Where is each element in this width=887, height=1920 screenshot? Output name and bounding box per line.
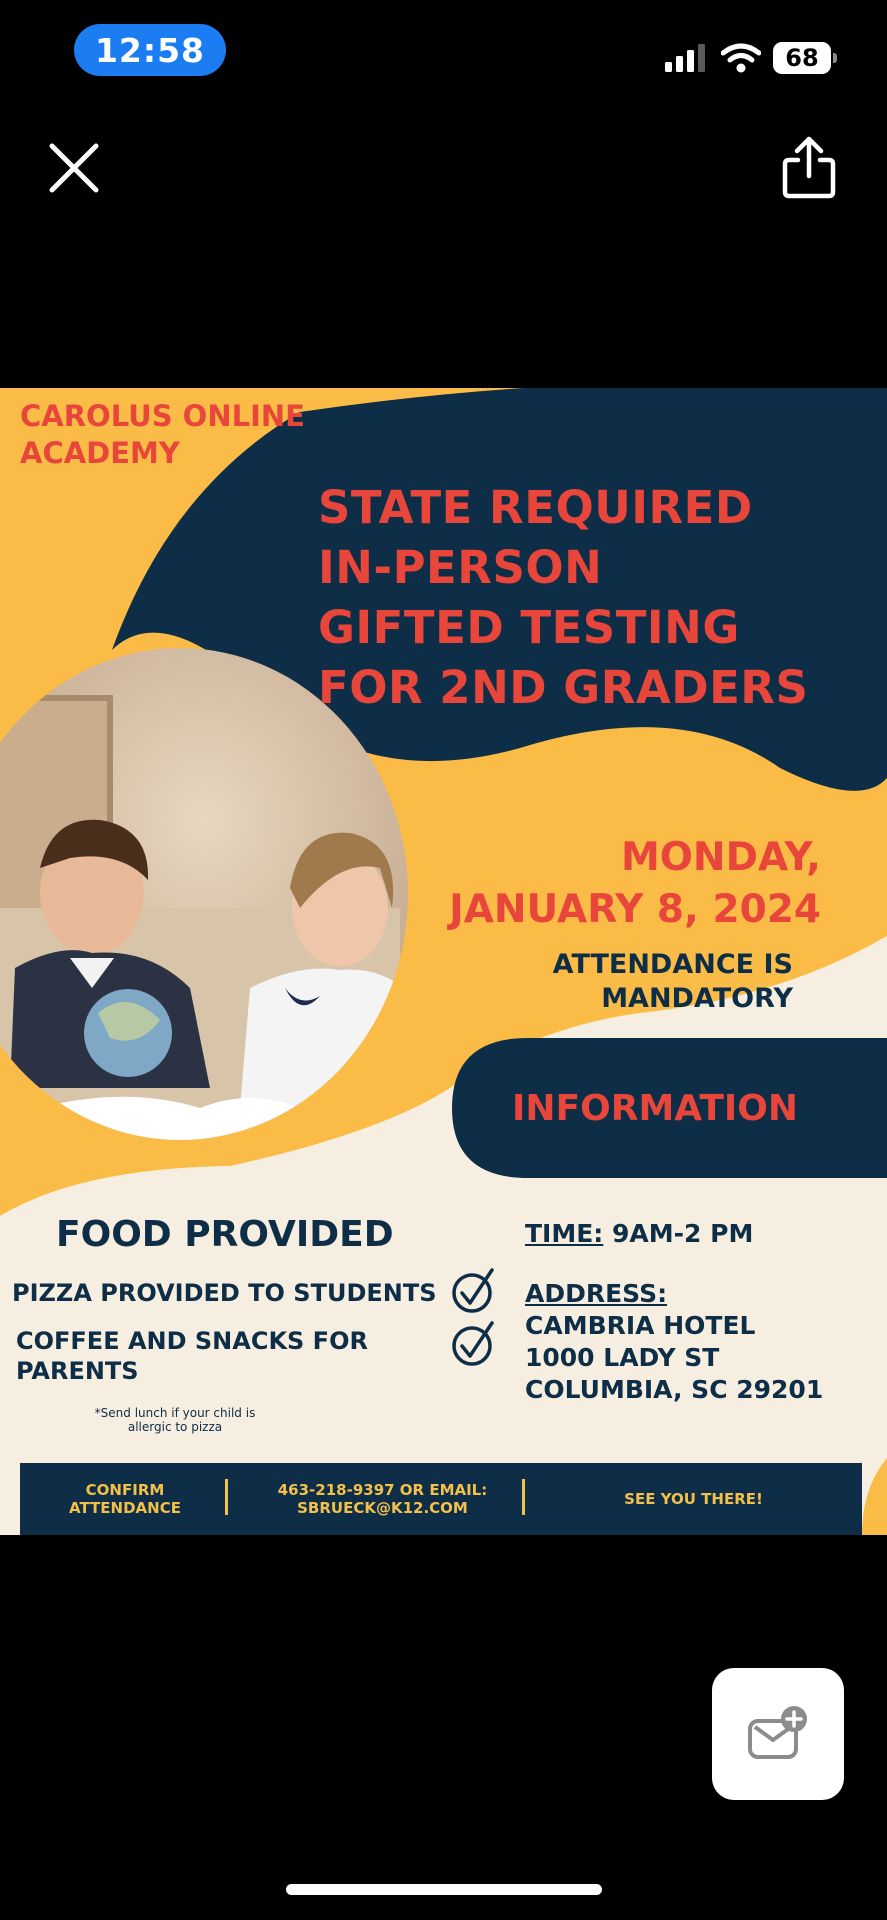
event-date: MONDAY, JANUARY 8, 2024 xyxy=(449,835,821,932)
wifi-icon xyxy=(721,43,761,73)
flyer-footer xyxy=(20,1463,862,1535)
cellular-signal-icon xyxy=(665,44,709,72)
save-to-mail-button[interactable] xyxy=(712,1668,844,1800)
academy-name: CAROLUS ONLINE ACADEMY xyxy=(20,399,305,470)
address-block: ADDRESS: CAMBRIA HOTEL 1000 LADY ST COLUMBIA, SC 29201 xyxy=(525,1279,824,1404)
flyer-image xyxy=(0,388,887,1535)
time-label: TIME: xyxy=(525,1219,604,1248)
headline: STATE REQUIRED IN-PERSON GIFTED TESTING FOR 2ND GRADERS xyxy=(318,481,809,714)
food-title: FOOD PROVIDED xyxy=(56,1214,394,1255)
time-value: 9AM-2 PM xyxy=(612,1219,754,1248)
allergy-note: *Send lunch if your child is allergic to pizza xyxy=(94,1406,256,1434)
battery-indicator: 68 xyxy=(773,42,831,74)
status-icons xyxy=(665,40,831,76)
food-item-coffee: COFFEE AND SNACKS FOR PARENTS xyxy=(16,1327,368,1385)
share-icon[interactable] xyxy=(781,136,837,200)
address-label: ADDRESS: xyxy=(525,1279,668,1308)
status-time: 12:58 xyxy=(74,24,226,76)
footer-divider xyxy=(225,1479,228,1515)
attendance-notice: ATTENDANCE IS MANDATORY xyxy=(552,949,793,1014)
contact-text: 463-218-9397 OR EMAIL: SBRUECK@K12.COM xyxy=(277,1481,488,1517)
time-info xyxy=(525,1218,753,1250)
food-item-pizza: PIZZA PROVIDED TO STUDENTS xyxy=(12,1279,437,1307)
mail-add-icon xyxy=(747,1705,809,1763)
information-label: INFORMATION xyxy=(512,1088,799,1129)
confirm-attendance-text: CONFIRM ATTENDANCE xyxy=(69,1481,181,1517)
close-icon[interactable] xyxy=(48,142,100,194)
closing-text: SEE YOU THERE! xyxy=(624,1490,763,1508)
home-indicator[interactable] xyxy=(286,1884,602,1895)
